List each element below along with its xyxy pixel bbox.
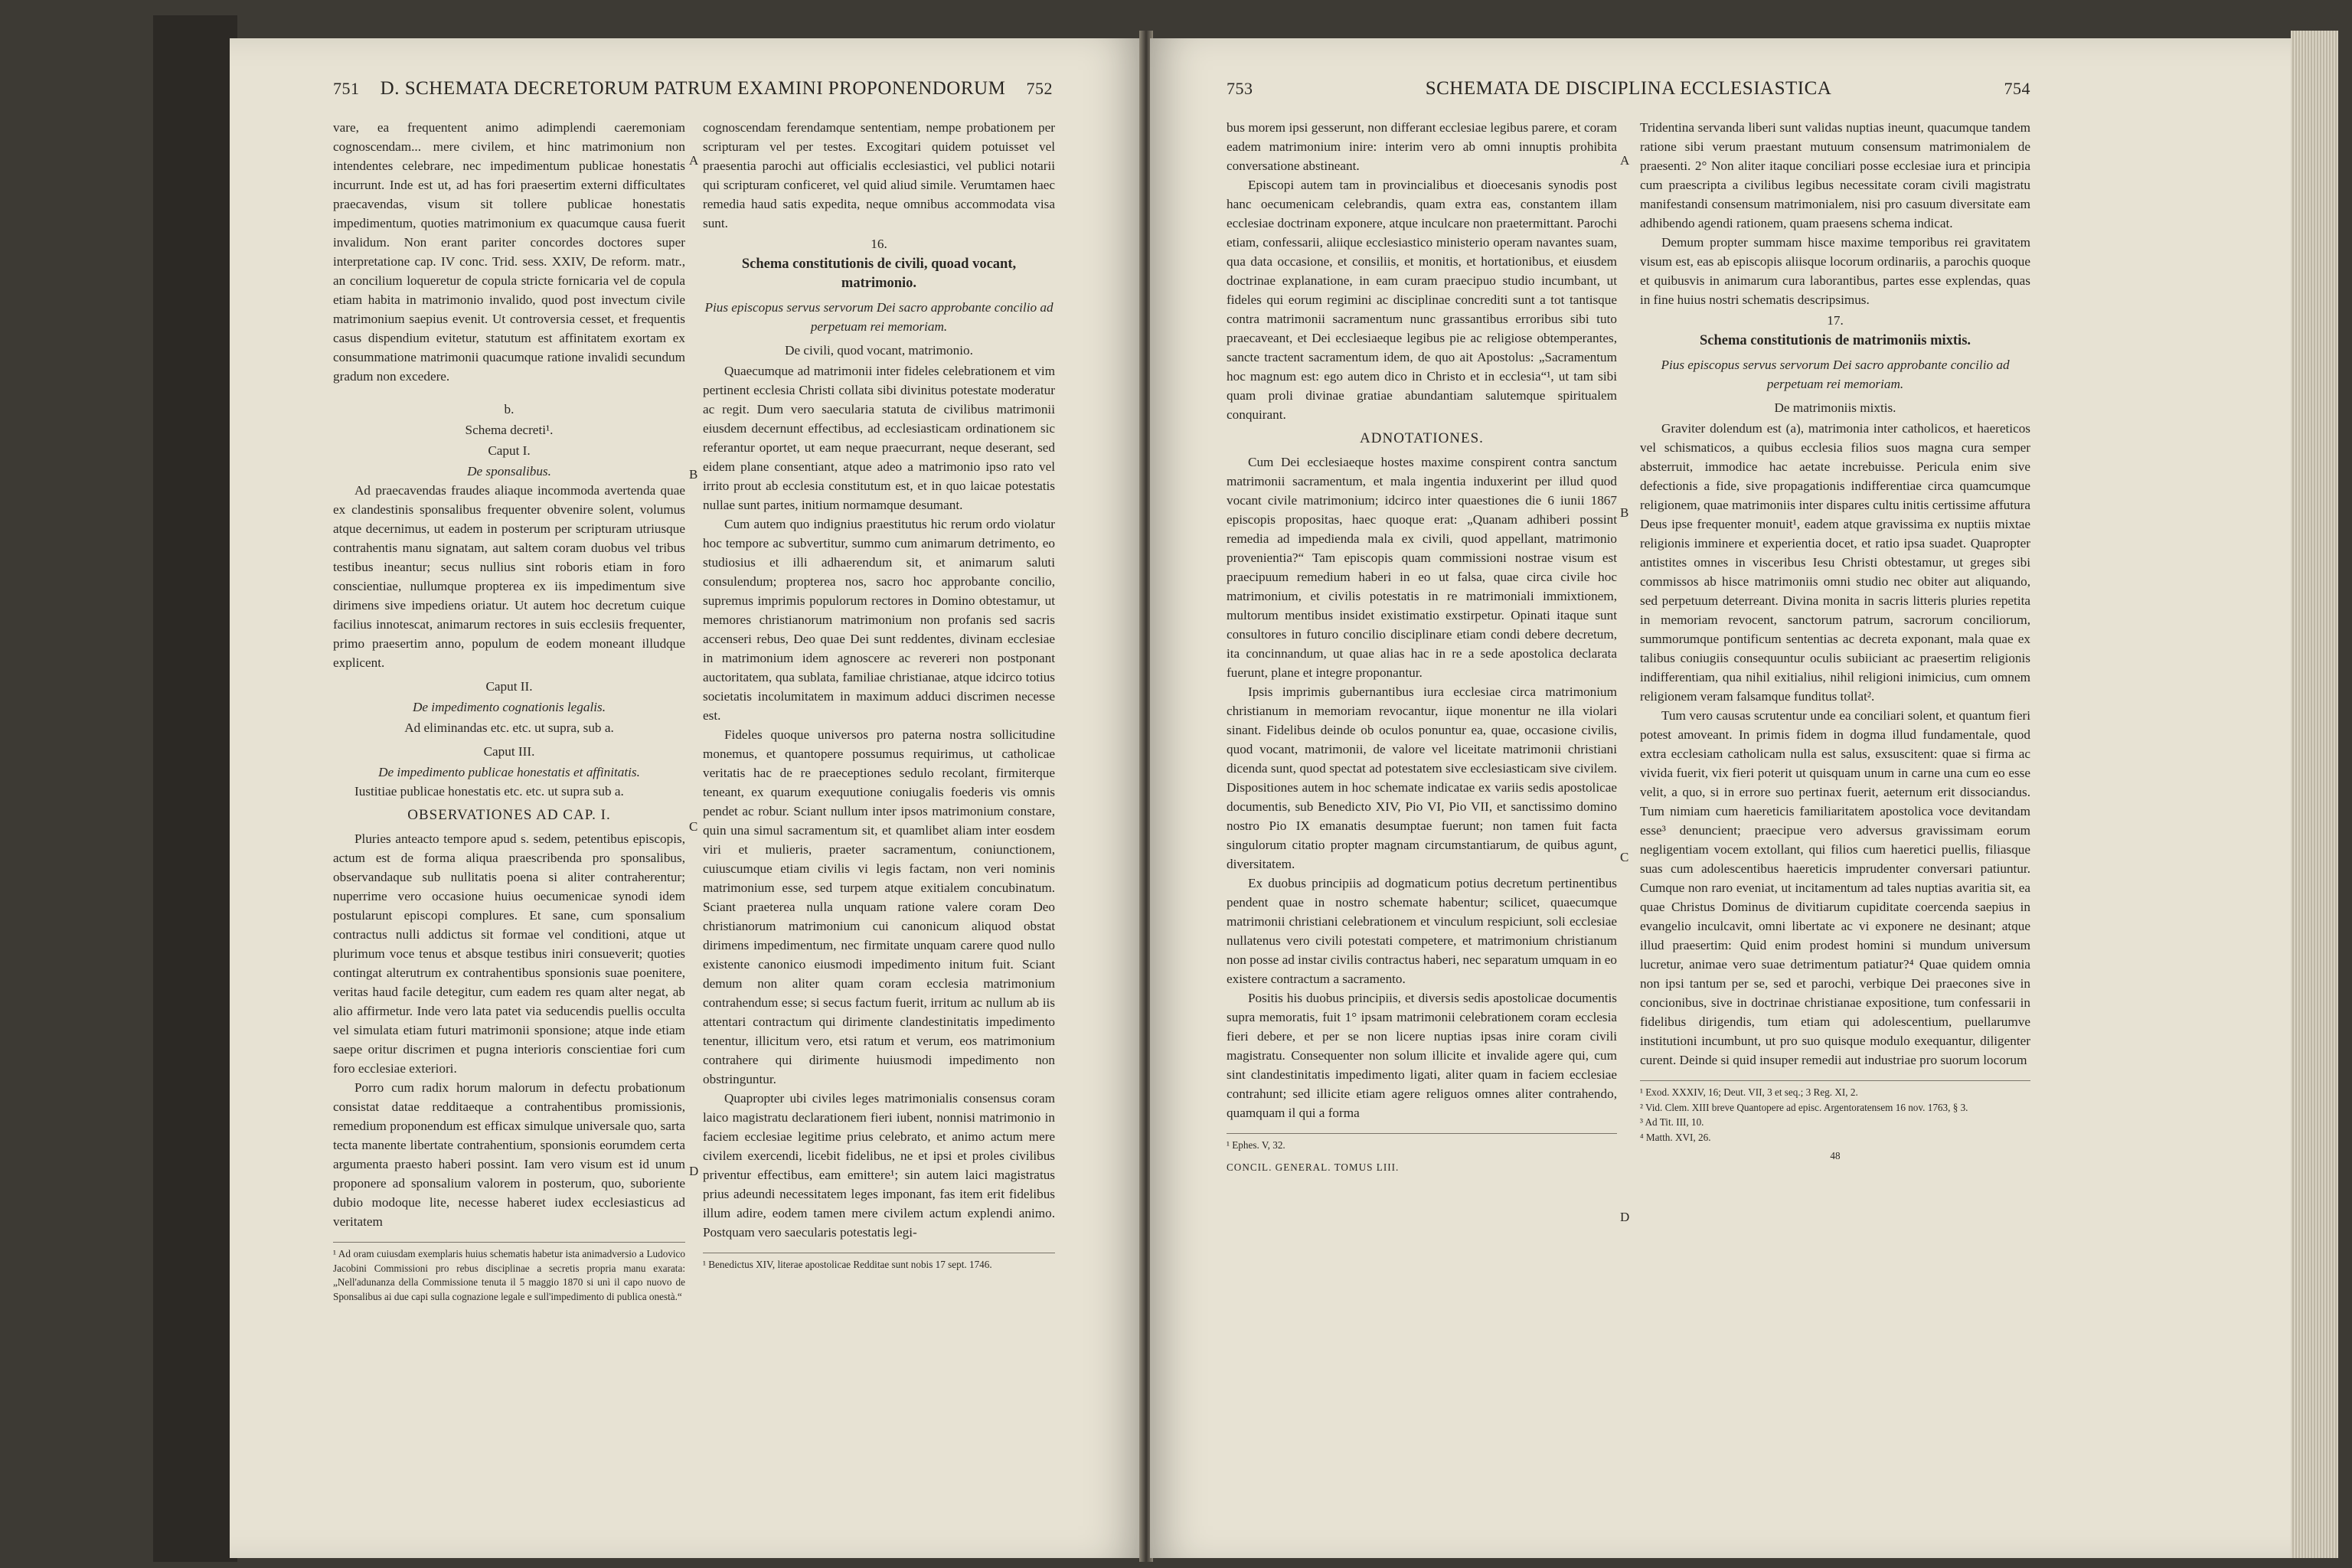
paragraph: Ad praecavendas fraudes aliaque incommoda avertenda quae ex clandestinis sponsalibus frequenter obvenire solent, volumus atque decernimus, ut eadem in posterum per scripturam utriusque contrahentis manu signatam, aut saltem coram duobus vel tribus testibus ineantur; secus nullius sint roboris etiam in foro conscientiae, nullumque propterea ex iis impedimentum sive dirimens sive impediens oriatur. Ut autem hoc decretum cuique facilius innotescat, animarum rectores in suis ecclesiis frequenter, primo praesertim anno, populum de eodem moneant illudque explicent. [333,483,685,670]
paragraph: bus morem ipsi gesserunt, non differant ecclesiae legibus parere, et coram eadem matrimonium inire: interim vero ab omni innuptis prohibita conversatione abstineant. [1227,120,1617,173]
margin-marker: B [689,467,698,482]
section-label: b. [504,402,514,416]
footnote [703,1253,1055,1272]
right-page-header [1227,74,2030,104]
margin-marker: D [689,1164,699,1178]
paragraph: Fideles quoque universos pro paterna nostra sollicitudine monemus, et quantopere possumus requirimus, ut catholicae veritatis hac de re praeceptiones sedulo recolant, firmiterque teneant, ex quarum exequutione coniugalis foederis vis omnis pendet ac robur. Sciant nullum inter ipsos matrimonium constare, quin una simul sacramentum sit, et quamlibet aliam inter eosdem viri et mulieris, praeter sacramentum, coniunctionem, cuiuscumque etiam civilis vi legis factam, non veri nominis matrimonium esse, sed turpem atque exitialem concubinatum. Sciant praeterea nulla unquam ratione valere coram Deo christianorum matrimonium cui canonicum aliquod obstat dirimens impedimentum, nec firmitate unquam carere quod nullo existente canonico eiusmodi impedimento initum fuit. Sciant demum non aliter quam coram ecclesia matrimonium contrahendum esse; si secus factum fuerit, irritum ac nullum ab iis attentari contractum qui dirimente clandestinitatis impedimento tenentur, illicitum vero, etsi ratum et verum, eos matrimonium contrahere qui dirimente huiusmodi impedimento non obstringuntur. [703,727,1055,1086]
page-number: 753 [1227,79,1253,98]
subheading: De matrimoniis mixtis. [1774,400,1896,415]
paragraph: Graviter dolendum est (a), matrimonia inter catholicos, et haereticos vel schismaticos, a quibus ecclesia filios suos magna cura semper absterruit, immodice hac aetate increbuisse. Pericula enim sive defectionis a fide, sive propagationis indifferentiae circa quamcumque religionem, quae matrimoniis inter dispares cultu initis certissime affutura Deus ipse frequenter monuit¹, eadem atque gravissima ex nuptiis mixtae religionis imminere et experientia docet, et ratio ipsa suadet. Quapropter antistites omnes in visceribus Iesu Christi obtestamur, ut greges sibi commissos ab hisce matrimoniis omni studio nec obiter aut aliquando, sed perpetuum deterreant. Divina monita in sacris litteris pluries repetita in memoriam revocent, sanctorum patrum, sacrorum conciliorum, summorumque pontificum sententias ac decreta exponant, mala quae ex talibus coniugiis consequuntur oculis subiiciant ac praesertim religionis indifferentiam, qua nihil exitialius, nihil religioni inimicius, cum omnem religionem veram falsamque funditus tollat². [1640,421,2030,704]
right-page-column-1 [1227,118,1617,1175]
signature-line: CONCIL. GENERAL. TOMUS LIII. [1227,1161,1400,1173]
footnote-text: ¹ Exod. XXXIV, 16; Deut. VII, 3 et seq.; 3 Reg. XI, 2. [1640,1086,1858,1098]
caput-heading: Caput III. [483,744,535,759]
left-page-column-1 [333,118,685,1305]
paragraph: Ex duobus principiis ad dogmaticum potius decretum pertinentibus pendent quae in nostro schemate habentur; scilicet, quaecumque matrimonii christiani celebrationem et vinculum respiciunt, soli ecclesiae nullatenus vero civili potestati competere, et matrimonium christianum non posse ad instar civilis contractus haberi, nec separatum umquam in eo existere contractum a sacramento. [1227,876,1617,986]
caput-title: De impedimento cognationis legalis. [412,700,606,714]
paragraph: Porro cum radix horum malorum in defectu probationum consistat datae redditaeque a contrahentibus promissionis, remedium proponendum est efficax simulque universale quo, sarta tecta manente libertate contrahentium, sponsionis eorumdem certa argumenta praesto haberi possint. Iam vero visum est id unum proponere ad sponsalium valorem in posterum, quo, suboriente dubio modoque lite, necesse haberet iudex ecclesiasticus ad veritatem [333,1080,685,1229]
book-fore-edge [2291,31,2338,1558]
section-heading: ADNOTATIONES. [1360,430,1484,446]
footnotes [1640,1080,2030,1164]
papal-formula: Pius episcopus servus servorum Dei sacro approbante concilio ad perpetuam rei memoriam. [1661,358,2010,391]
caput-title: De sponsalibus. [467,464,551,479]
footnote-text: ¹ Ad oram cuiusdam exemplaris huius schematis habetur ista animadversio a Ludovico Jacobini Commissioni pro rebus disciplinae a secretis propria manu exarata: „Nell'adunanza della Commissione tenuta il 5 maggio 1870 si unì il capo nuovo de Sponsalibus ai due capi sulla cognazione legale e sull'impedimento di publica onestà.“ [333,1248,685,1302]
section-number: 17. [1827,313,1844,328]
footnote [1227,1133,1617,1174]
paragraph: Cum autem quo indignius praestitutus hic rerum ordo violatur hoc tempore ac subvertitur, summo cum animarum detrimento, eo studiosius et illi adhaerendum sit, et animarum saluti consulendum; propterea nos, sacro hoc approbante concilio, supremus imprimis populorum rectores in Domino obtestamur, ut memores christianorum matrimonium non profanis sed sacris accenseri rebus, Deo quae Dei sunt reddentes, divinam ecclesiae in matrimonium idem agnoscere ac revereri non postponant auctoritatem, qua sublata, familiae christianae, atque idcirco totius societatis incolumitatem in maximum adduci discrimen necesse est. [703,517,1055,723]
margin-marker: B [1620,505,1629,520]
running-title: D. SCHEMATA DECRETORUM PATRUM EXAMINI PROPONENDORUM [380,78,1006,99]
book-cover-edge [153,15,237,1562]
caput-title: De impedimento publicae honestatis et affinitatis. [378,765,640,779]
section-number: 16. [871,237,887,251]
paragraph: Tridentina servanda liberi sunt validas nuptias ineunt, quacumque tandem ratione sibi verum praestant mutuum consensum matrimonialem de praesenti. 2° Non aliter itaque conciliari posse ecclesiae iura et principia cum praescripta a civilibus legibus necessitate coram civili magistratu manifestandi consensum matrimonialem, nisi pro casuum diversitate eam adhibendo agendi rationem, quam praesens schema indicat. [1640,120,2030,230]
paragraph: Ad eliminandas etc. etc. ut supra, sub a. [404,720,614,735]
footnote-text: ⁴ Matth. XVI, 26. [1640,1131,1711,1143]
paragraph: Cum Dei ecclesiaeque hostes maxime conspirent contra sanctum matrimonii sacramentum, et mala ingentia induxerint per illud quod vocant civile matrimonium; idcirco inter quaestiones die 6 iunii 1867 episcopis propositas, haec quoque erat: „Quanam adhiberi possint remedia ad impedienda mala ex civili, quod appellant, matrimonio provenientia?“ Tam episcopis quam commissioni nostrae visum est praecipuum remedium haberi in eo ut falsa, quae circa civile hoc matrimonium, et civilis potestatis in re matrimoniali immixtionem, multorum mentibus insidet existimatio exstirpetur. Opinati itaque sunt consultores in futuro concilio disciplinare etiam condi debere decretum, ita concinnandum, ut quae alias hac in re a sede apostolica declarata fuerunt, plane et integre proponantur. [1227,455,1617,680]
footnote-text: ² Vid. Clem. XIII breve Quantopere ad episc. Argentoratensem 16 nov. 1763, § 3. [1640,1101,1968,1113]
schema-heading: Schema constitutionis de civili, quoad vocant, matrimonio. [741,256,1017,291]
papal-formula: Pius episcopus servus servorum Dei sacro approbante concilio ad perpetuam rei memoriam. [704,300,1054,334]
right-page [1150,38,2291,1558]
paragraph: vare, ea frequentent animo adimplendi caeremoniam cognoscendam... mere civilem, et hinc matrimonium non intendentes celebrare, nec impedimentum publicae honestatis incurrunt. Inde est ut, ad has fori praesertim externi difficultates praecavendas, visum sit tollere publicae honestatis impedimentum, quoties matrimonium ex quacumque causa fuerit invalidum. Non erant pariter concordes doctores super interpretatione cap. IV conc. Trid. sess. XXIV, De reform. matr., an concilium loqueretur de copula stricte fornicaria vel de copula etiam habita in matrimonio invalido, quod post invectum civile matrimonium saepius evenit. Ut controversia cesset, et frequentis casus dispendium evitetur, statutum est affinitatem exortam ex consummatione matrimonii quacumque ratione invalidi secundum gradum non excedere. [333,120,685,384]
schema-heading: Schema constitutionis de matrimoniis mixtis. [1699,333,1971,348]
paragraph: Quapropter ubi civiles leges matrimonialis consensus coram laico magistratu declarationem fieri iubent, nonnisi matrimonio in faciem ecclesiae legitime prius celebrato, et animo actum mere civilem exercendi, licebit fidelibus, ne et ipsi et proles civilibus priventur effectibus, eam emittere¹; sin autem laici magistratus prius adeundi necessitatem leges imponant, fas item erit fidelibus illum adire, eodem tamen mere civilem actum explendi animo. Postquam vero saecularis potestatis legi- [703,1091,1055,1240]
left-page-header [333,74,1053,104]
schema-heading: Schema decreti¹. [465,423,554,437]
margin-marker: A [689,153,699,168]
paragraph: Ipsis imprimis gubernantibus iura ecclesiae circa matrimonium christianum in memoriam revocantur, iique monentur ne illa violari sinant. Fidelibus deinde ob oculos ponuntur ea, quae, occasione civilis, quod vocant, matrimonii, de valore vel liceitate matrimonii christiani dicenda sunt, quod spectat ad potestatem sive ecclesiasticam sive civilem. Dispositiones autem in hoc schemate indicatae ex variis sedis apostolicae documentis, sub Benedicto XIV, Pio VI, Pio VII, et sanctissimo domino nostro Pio IX emanatis desumptae fuerunt; non tamen fuit facta singulorum citatio propter magnam circumstantiarum, de quibus agunt, diversitatem. [1227,684,1617,871]
paragraph: Pluries anteacto tempore apud s. sedem, petentibus episcopis, actum est de forma aliqua praescribenda pro sponsalibus, observandaque sub nullitatis poena si aliter contraherentur; nuperrime vero occasione huius oecumenicae synodi idem postularunt episcopi complures. Et sane, cum sponsalium contractus nulli addictus sit formae vel conditioni, atque ut plurimum voce tenus et absque testibus iniri consueverit; quoties contingat alterutrum ex contrahentibus sponsionis suae poenitere, veritas haud facile detegitur, cum eadem res quam alter negat, ab alio affirmetur. Inde vero lata patet via seducendis puellis occulta vel simulata etiam futuri matrimonii sponsione; atque inde etiam saepe oritur discrimen et pugna interioris conscientiae fori cum foro ecclesiae exteriori. [333,831,685,1076]
left-page [230,38,1141,1558]
paragraph: Demum propter summam hisce maxime temporibus rei gravitatem visum est, eas ab episcopis aliisque locorum ordinariis, a parochis quoque et quibusvis in animarum cura laborantibus, partes esse explendas, quas in fine huius nostri schematis descripsimus. [1640,235,2030,307]
paragraph: Positis his duobus principiis, et diversis sedis apostolicae documentis supra memoratis, fuit 1° ipsam matrimonii celebrationem coram ecclesia fieri debere, et per se non licere nuptias ipsas inire coram civili magistratu. Consequenter non solum illicite et invalide agere qui, cum sint clandestinitatis impedimento ligati, aliter quam in faciem ecclesiae contrahunt; sed illicite etiam agere religuos omnes aliter contrahendo, quamquam il qui a forma [1227,991,1617,1120]
margin-marker: D [1620,1210,1630,1224]
section-heading: OBSERVATIONES AD CAP. I. [407,807,611,823]
running-title: SCHEMATA DE DISCIPLINA ECCLESIASTICA [1425,78,1832,99]
signature-number: 48 [1830,1150,1841,1161]
subheading: De civili, quod vocant, matrimonio. [785,343,973,358]
footnote-text: ¹ Ephes. V, 32. [1227,1139,1285,1151]
paragraph: Episcopi autem tam in provincialibus et dioecesanis synodis post hanc oecumenicam celebrandis, quam extra eas, constantem illam ecclesiae doctrinam exponere, atque inculcare non praetermittant. Parochi etiam, confessarii, aliique ecclesiastico ministerio operam navantes suam, qua data occasione, et consiliis, et monitis, et hortationibus, et eiusdem doctrinae explanatione, in eam curam praecipuo studio incumbant, ut fideles qui eorum regimini ac disciplinae concrediti sunt a tot tantisque contra matrimonii sacramentum nunc grassantibus erroribus sibi tuto praecaveant, et Dei ecclesiaeque legibus pie ac religiose obtemperantes, sancte tractent sacramentum idem, de quo ait Apostolus: „Sacramentum hoc magnum est: ego autem dico in Christo et in ecclesia“¹, ut tam sibi quam proli divinae gratiae abundantiam salutemque spiritualem conquirant. [1227,178,1617,422]
footnote-text: ³ Ad Tit. III, 10. [1640,1116,1704,1128]
paragraph: Tum vero causas scrutentur unde ea conciliari solent, et quantum fieri potest amoveant. In primis fidem in dogma illud fundamentale, quod extra ecclesiam catholicam nulla est salus, exsuscitent: quae si firma ac vivida fuerit, vix fieri poterit ut quisquam unum in carne una cum eo esse velit, a quo, si in errore suo pertinax fuerit, aeternum erit dissociandus. Tum nimiam cum haereticis familiaritatem apostolica voce devitandam esse³ denuncient; praecipue vero adversus gravissimam eorum negligentiam vocem extollant, qui filios cum haeretici puellis, filiasque suas cum adolescentibus haereticis imprudenter conversari patiuntur. Cumque non raro eveniat, ut incitamentum ad tales nuptias avaritia sit, ea quae Christus Dominus de divitiarum cupiditate coercenda saepius in evangelio inculcavit, omni libertate ac vi exponere ne desinant; atque illud praesertim: Quid enim prodest homini si mundum universum lucretur, animae vero suae detrimentum patiatur?⁴ Quae quidem omnia non ipsi tantum per se, sed et parochi, verbique Dei praecones sive in concionibus, sive in doctrinae christianae expositione, tum confessarii in fidelibus dirigendis, tum etiam qui adolescentium, puellarumve institutioni incumbunt, ut pro suo quisque modulo exequantur, diligenter curent. Deinde si quid insuper remedii aut industriae pro suorum locorum [1640,708,2030,1067]
page-number: 752 [1026,79,1053,98]
caput-heading: Caput I. [488,443,531,458]
margin-marker: C [1620,850,1629,864]
paragraph: Quaecumque ad matrimonii inter fideles celebrationem et vim pertinent ecclesia Christi collata sibi divinitus potestate moderatur ac regit. Dum vero saecularia statuta de civilibus matrimonii eiusdem decernunt effectibus, ad ecclesiasticam ordinationem sic referantur oportet, ut eam neque praecurrant, neque deserant, sed eidem plane consentiant, atque adeo a matrimonio ipso rato vel irrito prout ab ecclesia constitutum est, et in quo laicae potestatis nullae sunt partes, initium normamque desumant. [703,364,1055,512]
page-number: 754 [2004,79,2030,98]
paragraph: Iustitiae publicae honestatis etc. etc. ut supra sub a. [354,784,624,799]
right-page-column-2 [1640,118,2030,1165]
paragraph: cognoscendam ferendamque sententiam, nempe probationem per scripturam vel per testes. Excogitari quidem potuisset vel praesentia parochi aut officialis ecclesiastici, vel publici notarii qui scripturam conficeret, vel quid aliud simile. Verumtamen haec remedia haud satis expedita, neque omnibus accommodata visa sunt. [703,120,1055,230]
page-number: 751 [333,79,360,98]
footnote-text: ¹ Benedictus XIV, literae apostolicae Redditae sunt nobis 17 sept. 1746. [703,1259,992,1270]
caput-heading: Caput II. [485,679,533,694]
margin-marker: A [1620,153,1630,168]
footnote [333,1242,685,1304]
margin-marker: C [689,819,698,834]
left-page-column-2 [703,118,1055,1273]
